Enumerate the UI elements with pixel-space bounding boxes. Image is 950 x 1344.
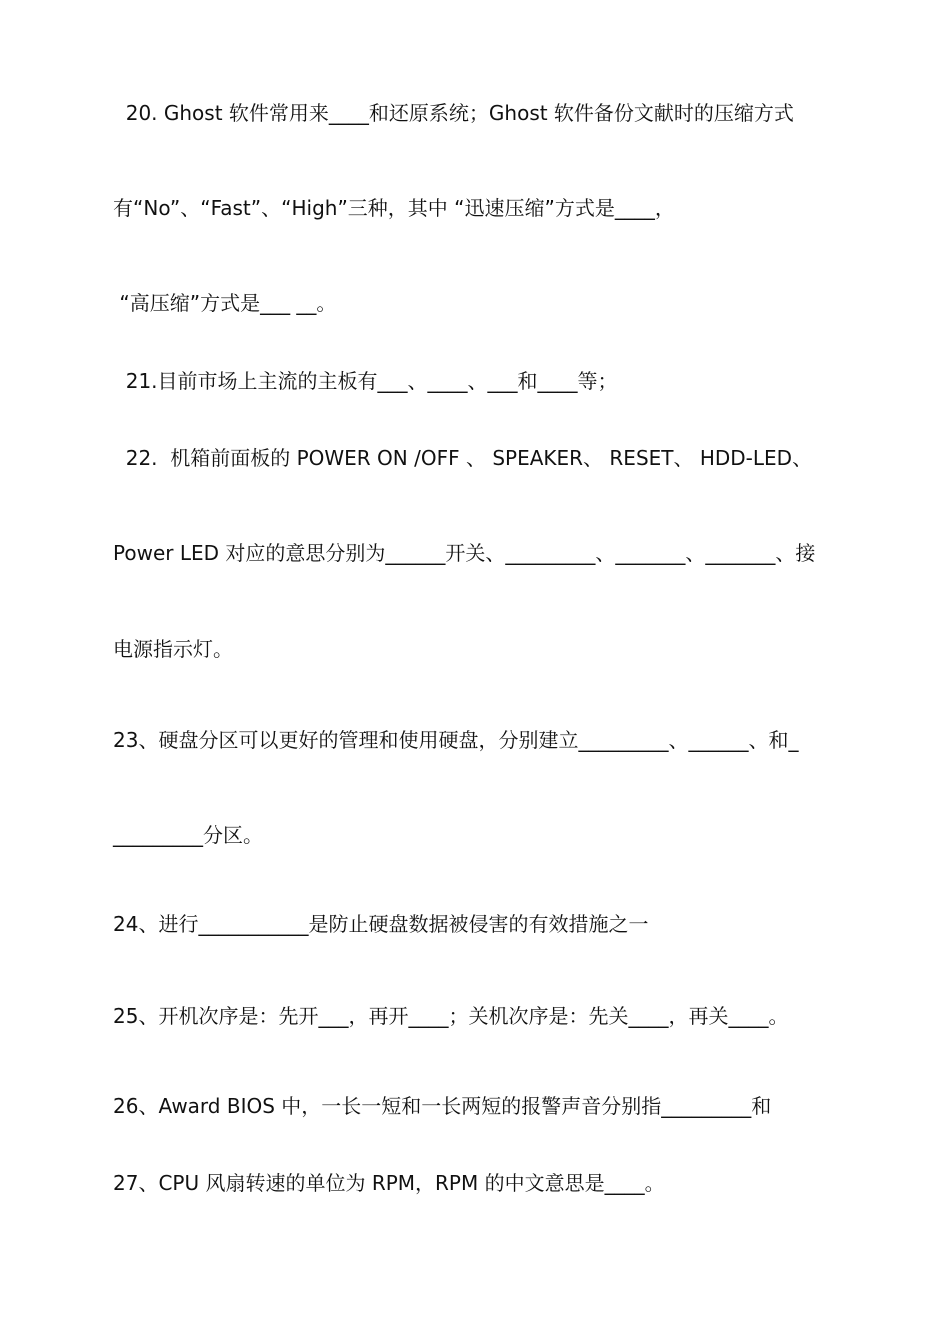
question-23-line-1: 23、硬盘分区可以更好的管理和使用硬盘，分别建立_________、______、和_	[113, 728, 799, 752]
question-20-line-3: “高压缩”方式是___ __。	[113, 291, 337, 315]
question-26-line: 26、Award BIOS 中，一长一短和一长两短的报警声音分别指_________和	[113, 1094, 772, 1118]
question-27-line: 27、CPU 风扇转速的单位为 RPM，RPM 的中文意思是____。	[113, 1171, 665, 1195]
question-24-line: 24、进行___________是防止硬盘数据被侵害的有效措施之一	[113, 912, 649, 936]
question-20-line-2: 有“No”、“Fast”、“High”三种，其中 “迅速压缩”方式是____，	[113, 196, 675, 220]
question-22-line-1: 22. 机箱前面板的 POWER ON /OFF 、 SPEAKER、 RESET、 HDD-LED、	[113, 446, 813, 470]
question-20-line-1: 20. Ghost 软件常用来____和还原系统；Ghost 软件备份文献时的压缩方式	[113, 101, 794, 125]
question-23-line-2: _________分区。	[113, 823, 263, 847]
question-21-line: 21.目前市场上主流的主板有___、____、___和____等；	[113, 369, 618, 393]
question-22-line-3: 电源指示灯。	[113, 637, 233, 661]
question-25-line: 25、开机次序是：先开___，再开____；关机次序是：先关____，再关____。	[113, 1004, 789, 1028]
question-22-line-2: Power LED 对应的意思分别为______开关、_________、_______、_______、接	[113, 541, 816, 565]
